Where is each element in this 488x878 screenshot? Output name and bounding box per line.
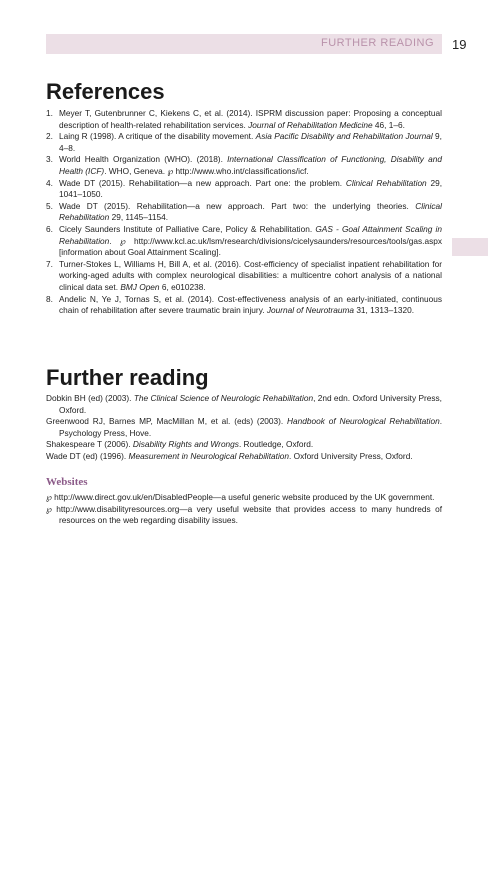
reading-publisher: , 2nd edn. Oxford University Press, Oxford. [59,393,442,415]
reference-item [46,154,442,177]
reference-details: 31, 1313–1320. [354,305,414,316]
further-reading-heading: Further reading [46,365,209,390]
further-reading-item [46,393,442,416]
reference-details: . WHO, Geneva. ℘ http://www.who.int/classifications/icf. [104,165,309,176]
reading-authors: Shakespeare T (2006). [46,439,133,450]
further-reading-list [46,393,442,463]
web-link-icon: ℘ [46,492,55,502]
reference-details: 6, e010238. [159,281,206,292]
reading-title: The Clinical Science of Neurologic Rehabilitation [133,393,314,403]
reference-number: 8. [46,293,53,304]
reading-title: Disability Rights and Wrongs [132,439,239,450]
references-heading: References [46,79,165,104]
websites-heading: Websites [46,476,88,488]
website-text: http://www.direct.gov.uk/en/DisabledPeople—a useful generic website produced by the UK government. [54,492,435,502]
website-item [46,504,442,527]
reference-number: 3. [46,154,53,165]
reference-item [46,178,442,201]
reference-text: Turner-Stokes L, Williams H, Bill A, et al. (2016). Cost-efficiency of specialist inpatient rehabilitation for working-aged adults with complex neurological disabilities: a multicentre cohort analysis of a national clinical data set. [59,258,442,292]
reference-journal: Clinical Rehabilitation [345,177,427,188]
web-link-icon: ℘ [46,503,57,514]
further-reading-item [46,416,442,439]
running-title: FURTHER READING [320,37,434,49]
reference-journal: International Classification of Functioning, Disability and Health (ICF) [59,154,442,176]
reference-journal: Journal of Neurotrauma [266,305,355,316]
reference-text: Wade DT (2015). Rehabilitation—a new approach. Part one: the problem. [59,177,346,188]
chapter-thumb-tab [452,238,488,256]
reference-number: 1. [46,108,53,118]
reference-number: 4. [46,177,53,188]
reference-number: 2. [46,131,53,142]
reference-item [46,259,442,294]
websites-list [46,492,442,527]
reference-text: Wade DT (2015). Rehabilitation—a new approach. Part two: the underlying theories. [59,200,416,211]
reference-text: Laing R (1998). A critique of the disability movement. [59,131,256,142]
reference-details: . ℘ http://www.kcl.ac.uk/lsm/research/divisions/cicelysaunders/resources/tools/gas.aspx [information about Goal Attainment Scaling]. [59,235,442,258]
reference-details: 9, 4–8. [59,131,442,153]
reading-publisher: . Routledge, Oxford. [238,439,314,450]
website-item [46,492,442,504]
references-list [46,108,442,317]
page-number: 19 [452,37,467,52]
reading-authors: Greenwood RJ, Barnes MP, MacMillan M, et al. (eds) (2003). [46,416,288,427]
website-text: http://www.disabilityresources.org—a very useful website that provides access to many hundreds of resources on the web regarding disability issues. [56,503,443,526]
further-reading-item [46,451,442,463]
reference-item [46,108,442,131]
reference-text: Cicely Saunders Institute of Palliative Care, Policy & Rehabilitation. [59,223,316,234]
reference-item [46,131,442,154]
reference-text: Meyer T, Gutenbrunner C, Kiekens C, et al. (2014). ISPRM discussion paper: Proposing a conceptual description of health-related rehabilitation services. [59,108,442,130]
reference-item [46,224,442,259]
reading-publisher: . Psychology Press, Hove. [59,416,442,438]
reference-text: Andelic N, Ye J, Tornas S, et al. (2014). Cost-effectiveness analysis of an early-initiated, continuous chain of rehabilitation after severe traumatic brain injury. [59,293,442,316]
running-header-band [46,34,442,54]
reading-title: Measurement in Neurological Rehabilitation [128,450,290,461]
reading-publisher: . Oxford University Press, Oxford. [289,450,413,461]
reference-number: 7. [46,258,53,269]
reference-journal: Asia Pacific Disability and Rehabilitation Journal [255,131,433,142]
reference-journal: Clinical Rehabilitation [59,200,442,223]
reading-authors: Wade DT (ed) (1996). [46,450,129,461]
reference-journal: GAS - Goal Attainment Scaling in Rehabilitation [59,223,442,246]
reading-authors: Dobkin BH (ed) (2003). [46,393,134,403]
reference-item [46,294,442,317]
reference-journal: BMJ Open [120,281,160,292]
reference-number: 6. [46,223,53,234]
reference-details: 46, 1–6. [372,119,405,130]
reference-text: World Health Organization (WHO). (2018). [59,154,228,165]
reference-number: 5. [46,200,53,211]
further-reading-item [46,439,442,451]
reference-item [46,201,442,224]
reference-details: 29, 1145–1154. [109,212,169,223]
reference-journal: Journal of Rehabilitation Medicine [248,119,373,130]
reading-title: Handbook of Neurological Rehabilitation [287,416,440,427]
reference-details: 29, 1041–1050. [59,177,443,200]
